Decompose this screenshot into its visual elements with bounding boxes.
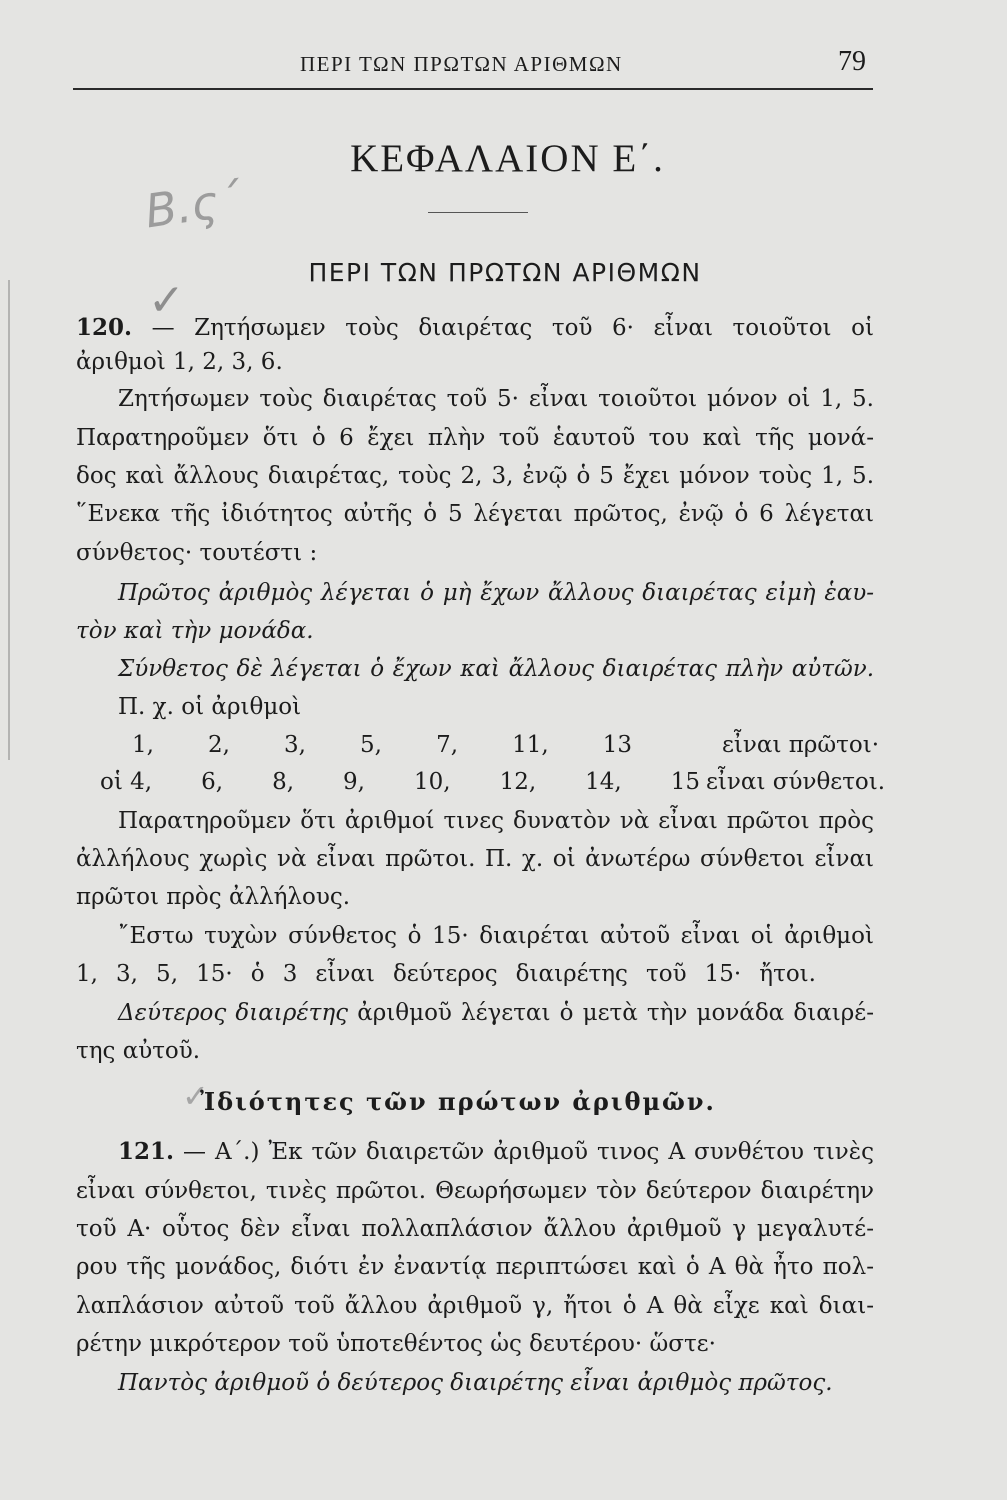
text-line: ρέτην μικρότερον τοῦ ὑποτεθέντος ὡς δευτέρου· ὥστε·	[76, 1331, 716, 1357]
text-line: ἀλλήλους χωρὶς νὰ εἶναι πρῶτοι. Π. χ. οἱ ἀνωτέρω σύνθετοι εἶναι	[76, 846, 874, 872]
section-title: ΠΕΡΙ ΤΩΝ ΠΡΩΤΩΝ ΑΡΙΘΜΩΝ	[308, 258, 702, 287]
definition-prime: Πρῶτος ἀριθμὸς λέγεται ὁ μὴ ἔχων ἄλλους διαιρέτας εἰμὴ ἑαυ-	[118, 580, 874, 606]
running-header-title: ΠΕΡΙ ΤΩΝ ΠΡΩΤΩΝ ΑΡΙΘΜΩΝ	[300, 52, 623, 76]
number-item: 5,	[360, 732, 382, 758]
composites-label: εἶναι σύνθετοι.	[706, 769, 886, 795]
paragraph-number: 121.	[118, 1138, 175, 1165]
text-line: 1, 3, 5, 15· ὁ 3 εἶναι δεύτερος διαιρέτης τοῦ 15· ἤτοι.	[76, 961, 816, 987]
text-span: — Ζητήσωμεν τοὺς διαιρέτας τοῦ 6· εἶναι τοιοῦτοι οἱ	[132, 315, 874, 341]
header-rule	[73, 88, 873, 90]
text-line: δος καὶ ἄλλους διαιρέτας, τοὺς 2, 3, ἐνῷ ὁ 5 ἔχει μόνον τοὺς 1, 5.	[76, 463, 874, 489]
number-item: 11,	[512, 732, 549, 758]
number-item: οἱ 4,	[100, 769, 153, 795]
paragraph-number: 120.	[76, 314, 133, 341]
number-item: 6,	[201, 769, 224, 795]
text-line: ῎Εστω τυχὼν σύνθετος ὁ 15· διαιρέται αὐτοῦ εἶναι οἱ ἀριθμοὶ	[118, 923, 874, 949]
text-line: εἶναι σύνθετοι, τινὲς πρῶτοι. Θεωρήσωμεν τὸν δεύτερον διαιρέτην	[76, 1178, 874, 1204]
text-line: Παρατηροῦμεν ὅτι ὁ 6 ἔχει πλὴν τοῦ ἑαυτοῦ του καὶ τῆς μονά-	[76, 425, 874, 451]
text-line: ἀριθμοὶ 1, 2, 3, 6.	[76, 349, 283, 375]
text-line: πρῶτοι πρὸς ἀλλήλους.	[76, 884, 351, 910]
example-intro: Π. χ. οἱ ἀριθμοὶ	[118, 694, 302, 720]
composites-list	[100, 767, 700, 797]
definition-term: Δεύτερος διαιρέτης	[118, 1000, 349, 1026]
number-item: 14,	[585, 769, 622, 795]
subheading: Ἰδιότητες τῶν πρώτων ἀριθμῶν.	[200, 1087, 716, 1116]
text-line: ῞Ενεκα τῆς ἰδιότητος αὐτῆς ὁ 5 λέγεται πρῶτος, ἐνῷ ὁ 6 λέγεται	[76, 501, 874, 527]
primes-list	[132, 730, 632, 760]
number-item: 7,	[436, 732, 459, 758]
text-line: της αὐτοῦ.	[76, 1038, 201, 1064]
text-span: — Α΄.) Ἐκ τῶν διαιρετῶν ἀριθμοῦ τινος Α συνθέτου τινὲς	[183, 1139, 874, 1165]
definition-second-divisor	[118, 998, 874, 1028]
definition-prime-cont: τὸν καὶ τὴν μονάδα.	[76, 618, 314, 644]
chapter-title: ΚΕΦΑΛΑΙΟΝ Ε΄.	[350, 137, 665, 180]
text-line: τοῦ Α· οὗτος δὲν εἶναι πολλαπλάσιον ἄλλου ἀριθμοῦ γ μεγαλυτέ-	[76, 1216, 874, 1242]
definition-composite: Σύνθετος δὲ λέγεται ὁ ἔχων καὶ ἄλλους διαιρέτας πλὴν αὐτῶν.	[118, 656, 874, 682]
text-line: Ζητήσωμεν τοὺς διαιρέτας τοῦ 5· εἶναι τοιοῦτοι μόνον οἱ 1, 5.	[118, 386, 874, 412]
number-item: 8,	[272, 769, 295, 795]
text-line	[76, 313, 874, 343]
number-item: 3,	[284, 732, 306, 758]
text-line: λαπλάσιον αὐτοῦ τοῦ ἄλλου ἀριθμοῦ γ, ἤτοι ὁ Α θὰ εἶχε καὶ διαι-	[76, 1293, 874, 1319]
number-item: 12,	[499, 769, 537, 795]
pencil-check-icon: ✓	[182, 1077, 209, 1115]
number-item: 9,	[343, 769, 365, 795]
primes-label: εἶναι πρῶτοι·	[722, 732, 880, 758]
page-number: 79	[838, 46, 866, 77]
margin-scan-line	[8, 280, 10, 760]
number-item: 1,	[132, 732, 154, 758]
number-item: 13	[602, 732, 632, 758]
text-line	[118, 1137, 874, 1167]
number-item: 15	[670, 769, 700, 795]
number-item: 2,	[208, 732, 230, 758]
pencil-annotation: Β.ς΄	[141, 171, 245, 239]
chapter-divider	[428, 212, 528, 213]
text-line: ρου τῆς μονάδος, διότι ἐν ἐναντίᾳ περιπτώσει καὶ ὁ Α θὰ ἦτο πολ-	[76, 1254, 874, 1280]
pencil-check-icon: ✓	[148, 275, 185, 326]
conclusion-theorem: Παντὸς ἀριθμοῦ ὁ δεύτερος διαιρέτης εἶναι ἀριθμὸς πρῶτος.	[118, 1370, 833, 1396]
text-line: Παρατηροῦμεν ὅτι ἀριθμοί τινες δυνατὸν νὰ εἶναι πρῶτοι πρὸς	[118, 808, 874, 834]
number-item: 10,	[413, 769, 451, 795]
text-span: ἀριθμοῦ λέγεται ὁ μετὰ τὴν μονάδα διαιρέ-	[348, 1000, 874, 1026]
text-line: σύνθετος· τουτέστι :	[76, 540, 318, 566]
